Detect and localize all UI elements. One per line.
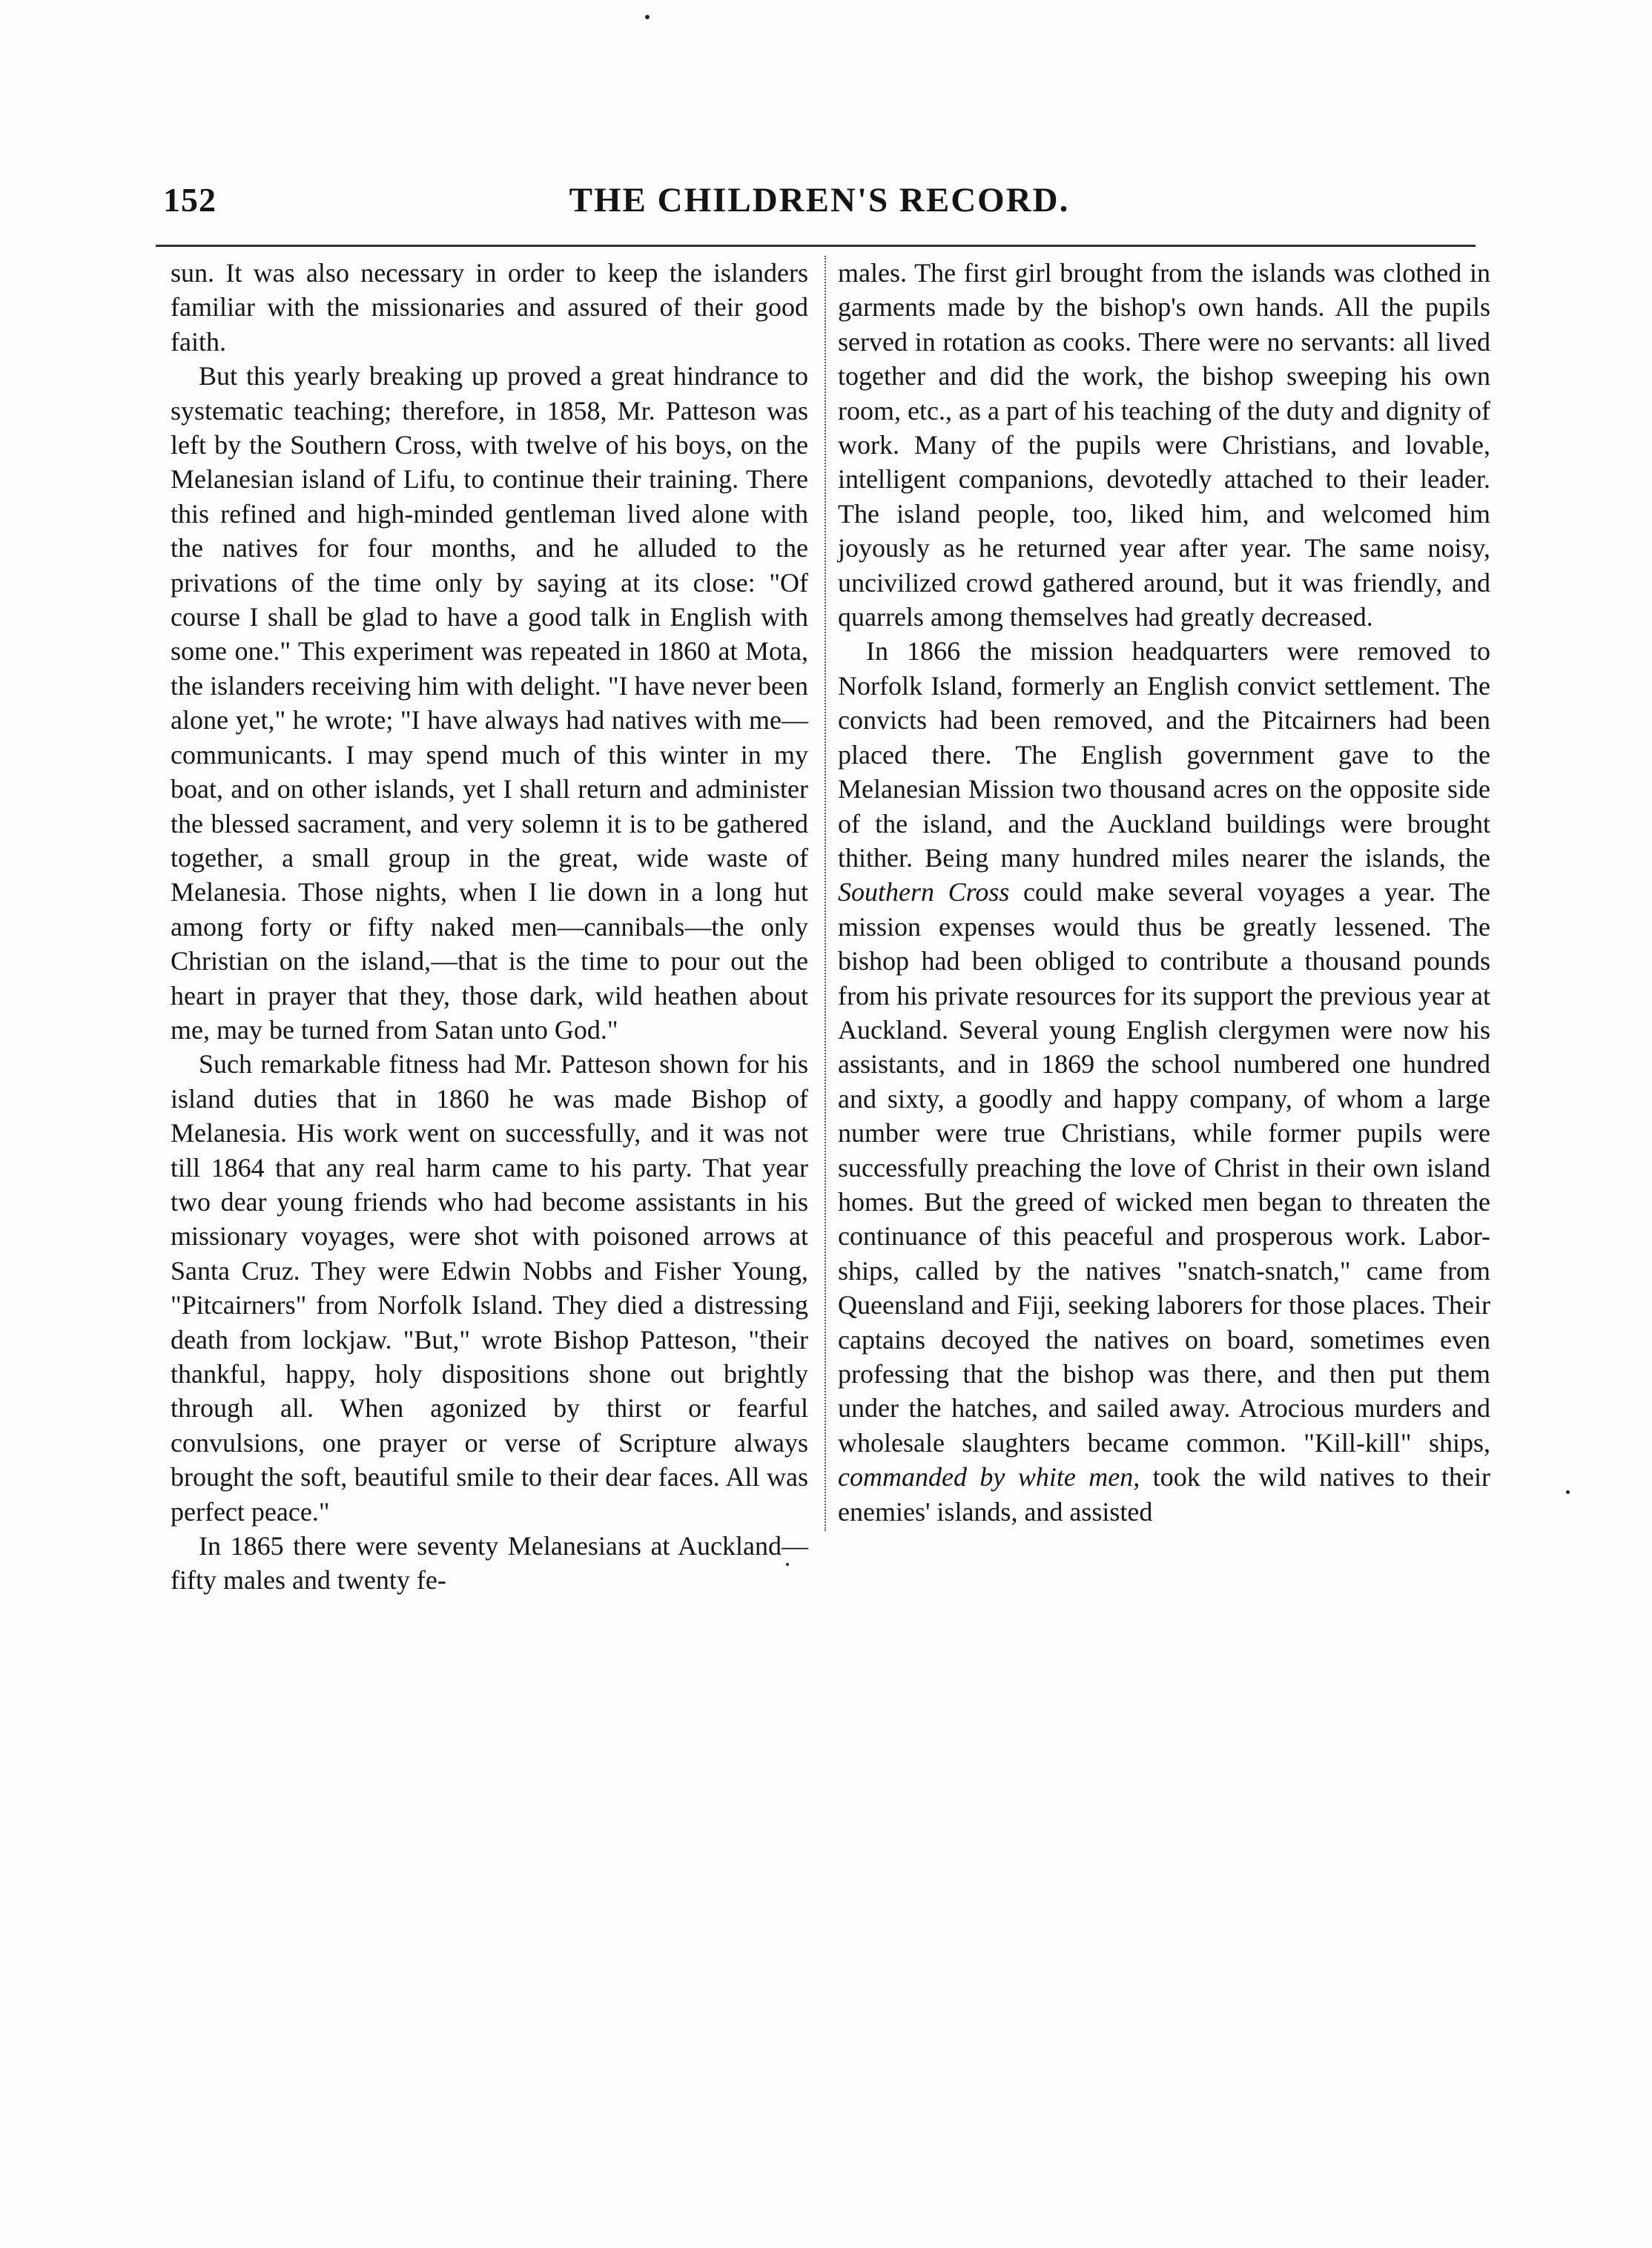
page-header	[156, 180, 1483, 239]
paragraph: sun. It was also necessary in order to keep the islanders familiar with the missionaries and assured of their good faith.	[171, 258, 808, 357]
paragraph	[838, 634, 1490, 1529]
column-divider	[825, 256, 826, 1531]
paragraph-text: In 1866 the mission headquarters were removed to Norfolk Island, formerly an English convict settlement. The convicts had been removed, and the Pitcairners had been placed there. The English government gave to the Melanesian Mission two thousand acres on the opposite side of the island, and the Auckland buildings were brought thither. Being many hundred miles nearer the islands, the	[838, 636, 1490, 873]
paragraph: males. The first girl brought from the islands was clothed in garments made by the bishop's own hands. All the pupils served in rotation as cooks. There were no servants: all lived together and did the work, the bishop sweeping his own room, etc., as a part of his teaching of the duty and dignity of work. Many of the pupils were Christians, and lovable, intelligent companions, devotedly attached to their leader. The island people, too, liked him, and welcomed him joyously as he returned year after year. The same noisy, uncivilized crowd gathered around, but it was friendly, and quarrels among themselves had greatly decreased.	[838, 258, 1490, 632]
left-column	[171, 256, 808, 1598]
paragraph-text: could make several voyages a year. The mission expenses would thus be greatly lessened. The bishop had been obliged to contribute a thousand pounds from his private resources for its support the previous year at Auckland. Several young English clergymen were now his assistants, and in 1869 the school numbered one hundred and sixty, a goodly and happy company, of whom a large number were true Christians, while former pupils were successfully preaching the love of Christ in their own island homes. But the greed of wicked men began to threaten the continuance of this peaceful and prosperous work. Labor-ships, called by the natives "snatch-snatch," came from Queensland and Fiji, seeking laborers for those places. Their captains decoyed the natives on board, sometimes even professing that the bishop was there, and then put them under the hatches, and sailed away. Atrocious murders and wholesale slaughters became common. "Kill-kill" ships,	[838, 877, 1490, 1458]
page-number: 152	[163, 181, 217, 219]
print-speck	[645, 15, 650, 19]
paragraph: In 1865 there were seventy Melanesians at Auckland—fifty males and twenty fe-	[171, 1531, 808, 1596]
paragraph: Such remarkable fitness had Mr. Patteson shown for his island duties that in 1860 he was made Bishop of Melanesia. His work went on successfully, and it was not till 1864 that any real harm came to his party. That year two dear young friends who had become assistants in his missionary voyages, were shot with poisoned arrows at Santa Cruz. They were Edwin Nobbs and Fisher Young, "Pitcairners" from Norfolk Island. They died a distressing death from lockjaw. "But," wrote Bishop Patteson, "their thankful, happy, holy dispositions shone out brightly through all. When agonized by thirst or fearful convulsions, one prayer or verse of Scripture always brought the soft, beautiful smile to their dear faces. All was perfect peace."	[171, 1049, 808, 1527]
paragraph-text: took the wild natives to their enemies' islands, and assisted	[838, 1462, 1490, 1527]
header-rule	[156, 245, 1476, 247]
running-title: THE CHILDREN'S RECORD.	[569, 181, 1070, 219]
paragraph: But this yearly breaking up proved a great hindrance to systematic teaching; therefore, in 1858, Mr. Patteson was left by the Southern Cross, with twelve of his boys, on the Melanesian island of Lifu, to continue their training. There this refined and high-minded gentleman lived alone with the natives for four months, and he alluded to the privations of the time only by saying at its close: "Of course I shall be glad to have a good talk in English with some one." This experiment was repeated in 1860 at Mota, the islanders receiving him with delight. "I have never been alone yet," he wrote; "I have always had natives with me—communicants. I may spend much of this winter in my boat, and on other islands, yet I shall return and administer the blessed sacrament, and very solemn it is to be gathered together, a small group in the great, wide waste of Melanesia. Those nights, when I lie down in a long hut among forty or fifty naked men—cannibals—the only Christian on the island,—that is the time to pour out the heart in prayer that they, those dark, wild heathen about me, may be turned from Satan unto God."	[171, 361, 808, 1045]
print-speck	[1566, 1490, 1570, 1494]
ship-name: Southern Cross	[838, 877, 1010, 908]
right-column	[838, 256, 1490, 1529]
emphasis-text: commanded by white men,	[838, 1462, 1140, 1492]
